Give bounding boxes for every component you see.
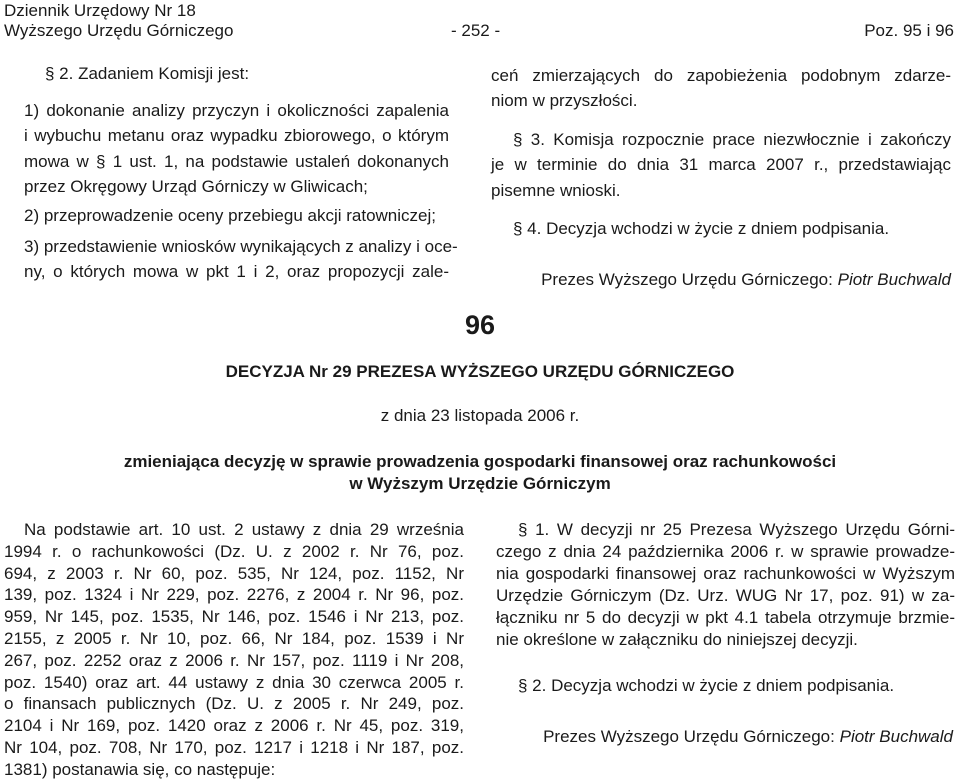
- text-line: § 2. Zadaniem Komisji jest:: [45, 64, 250, 83]
- text-line: 3) przedstawienie wniosków wynikających z analizy i oce-: [24, 237, 458, 256]
- document-title: DECYZJA Nr 29 PREZESA WYŻSZEGO URZĘDU GÓRNICZEGO: [225, 362, 735, 381]
- signature-name: Piotr Buchwald: [839, 727, 953, 746]
- text-line: nie określone w załączniku do niniejszej decyzji.: [496, 630, 858, 649]
- doc96-signature: [543, 724, 953, 749]
- text-line: § 3. Komisja rozpocznie prace niezwłocznie i zakończy: [513, 130, 951, 149]
- text-line: 1381) postanawia się, co następuje:: [4, 759, 276, 779]
- doc96-para1: [496, 519, 955, 651]
- text-line: niom w przyszłości.: [491, 91, 638, 111]
- text-line: o finansach publicznych (Dz. U. z 2005 r. Nr 249, poz.: [4, 694, 464, 714]
- text-line: Na podstawie art. 10 ust. 2 ustawy z dnia 29 września: [24, 520, 464, 539]
- text-line: ny, o których mowa w pkt 1 i 2, oraz propozycji zale-: [24, 262, 449, 282]
- text-line: 2104 i Nr 169, poz. 1420 oraz z 2006 r. Nr 45, poz. 319,: [4, 716, 464, 736]
- document-date: z dnia 23 listopada 2006 r.: [380, 406, 580, 425]
- document-subject-line2: w Wyższym Urzędzie Górniczym: [349, 474, 611, 493]
- signature-name: Piotr Buchwald: [837, 270, 951, 289]
- document-number: 96: [464, 310, 496, 340]
- doc95-continuation: [491, 63, 951, 114]
- text-line: 1994 r. o rachunkowości (Dz. U. z 2002 r. Nr 76, poz.: [4, 541, 464, 561]
- journal-title-line2: Wyższego Urzędu Górniczego: [4, 21, 234, 40]
- text-line: mowa w § 1 ust. 1, na podstawie ustaleń dokonanych: [24, 151, 449, 171]
- journal-title-line1: Dziennik Urzędowy Nr 18: [4, 1, 196, 20]
- text-line: § 2. Decyzja wchodzi w życie z dniem podpisania.: [518, 676, 895, 695]
- position-number: Poz. 95 i 96: [864, 21, 954, 40]
- text-line: czego z dnia 24 października 2006 r. w sprawie prowadze-: [496, 542, 955, 561]
- text-line: § 1. W decyzji nr 25 Prezesa Wyższego Urzędu Górni-: [518, 520, 955, 539]
- doc95-item1: [24, 98, 449, 199]
- doc95-item2: [24, 203, 449, 228]
- text-line: je w terminie do dnia 31 marca 2007 r., przedstawiając: [491, 155, 951, 175]
- doc96-para2: [518, 673, 894, 698]
- doc95-item3: [24, 234, 458, 285]
- text-line: nia gospodarki finansowej oraz rachunkowości w Wyższym: [496, 564, 955, 583]
- document-subject-line1: zmieniająca decyzję w sprawie prowadzenia gospodarki finansowej oraz rachunkowości: [123, 452, 837, 471]
- text-line: 694, z 2003 r. Nr 60, poz. 535, Nr 124, poz. 1152, Nr: [4, 563, 464, 583]
- doc95-para3: [491, 127, 951, 203]
- doc96-preamble: [4, 519, 464, 781]
- text-line: 139, poz. 1324 i Nr 229, poz. 2276, z 2004 r. Nr 96, poz.: [4, 585, 464, 605]
- text-line: 959, Nr 145, poz. 1535, Nr 146, poz. 1546 i Nr 213, poz.: [4, 607, 464, 627]
- text-line: ceń zmierzających do zapobieżenia podobnym zdarze-: [491, 66, 951, 85]
- text-line: łączniku nr 5 do decyzji w pkt 4.1 tabela otrzymuje brzmie-: [496, 608, 955, 627]
- text-line: § 4. Decyzja wchodzi w życie z dniem podpisania.: [513, 219, 890, 238]
- text-line: 2) przeprowadzenie oceny przebiegu akcji ratowniczej;: [24, 206, 436, 225]
- text-line: przez Okręgowy Urząd Górniczy w Gliwicach;: [24, 176, 368, 196]
- doc95-para2: [24, 61, 449, 86]
- text-line: 2155, z 2005 r. Nr 10, poz. 66, Nr 184, poz. 1539 i Nr: [4, 628, 464, 648]
- text-line: pisemne wnioski.: [491, 180, 621, 200]
- doc95-signature: [541, 267, 951, 292]
- text-line: Urzędzie Górniczym (Dz. Urz. WUG Nr 17, poz. 91) w za-: [496, 586, 955, 605]
- text-line: 1) dokonanie analizy przyczyn i okoliczności zapalenia: [24, 101, 449, 120]
- signature-role: Prezes Wyższego Urzędu Górniczego:: [543, 727, 835, 746]
- text-line: poz. 1540) oraz art. 44 ustawy z dnia 30 czerwca 2005 r.: [4, 672, 464, 692]
- text-line: 267, poz. 2252 oraz z 2006 r. Nr 157, poz. 1119 i Nr 208,: [4, 650, 464, 670]
- text-line: Nr 104, poz. 708, Nr 170, poz. 1217 i 1218 i Nr 187, poz.: [4, 737, 464, 757]
- signature-role: Prezes Wyższego Urzędu Górniczego:: [541, 270, 833, 289]
- page-number: - 252 -: [451, 21, 501, 40]
- doc95-para4: [513, 216, 889, 241]
- text-line: i wybuchu metanu oraz wypadku zbiorowego, o którym: [24, 126, 449, 146]
